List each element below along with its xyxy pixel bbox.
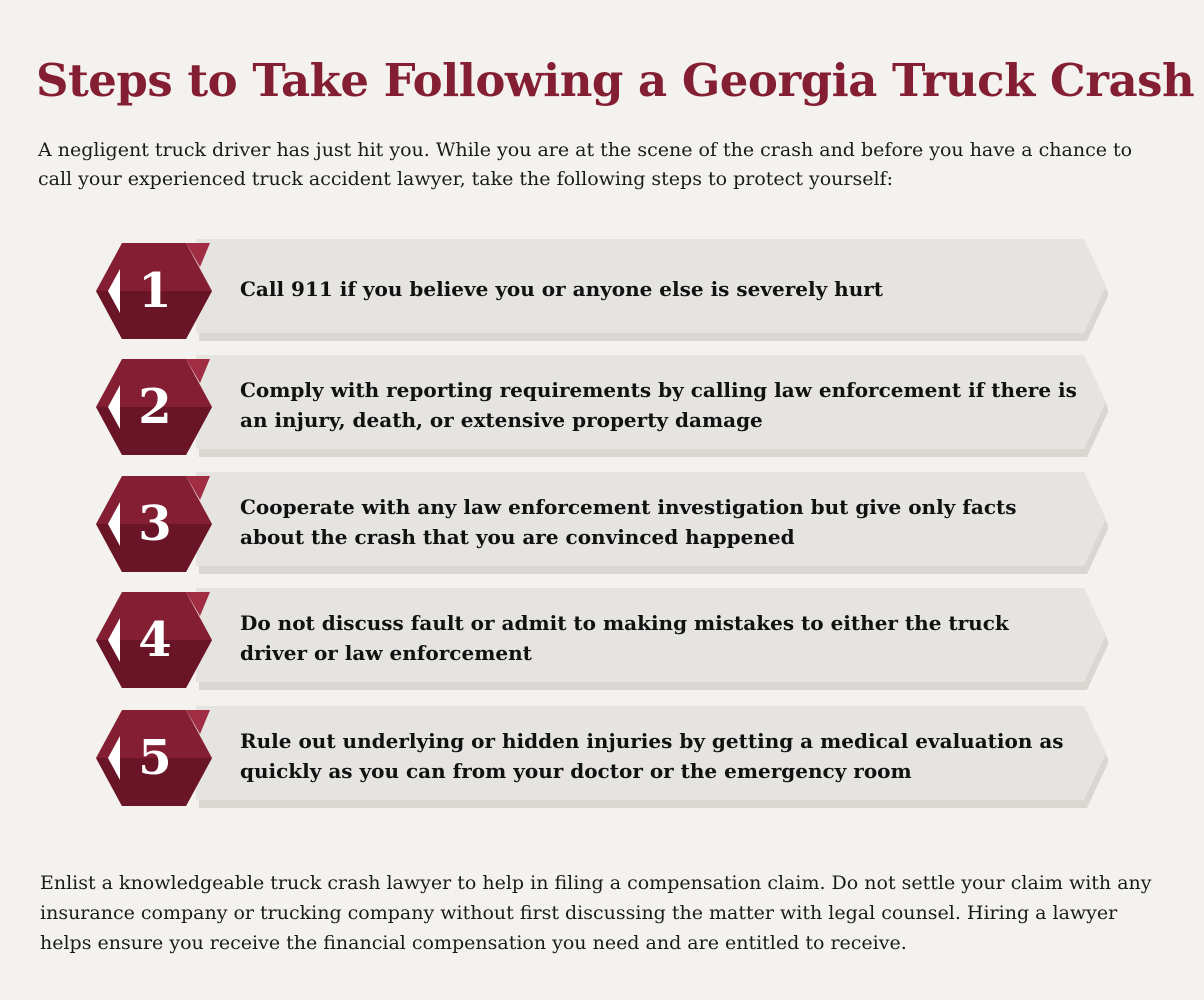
step-number: 3: [138, 496, 172, 552]
step-number: 2: [138, 379, 172, 435]
page-title: Steps to Take Following a Georgia Truck Crash: [36, 54, 1195, 107]
closing-paragraph: Enlist a knowledgeable truck crash lawyer to help in filing a compensation claim. Do not settle your claim with any insurance company or trucking company without first discussing the matter with legal counsel. Hiring a lawyer helps ensure you receive the financial compensation you need and are entitled to receive.: [40, 872, 1152, 954]
step-text: Call 911 if you believe you or anyone else is severely hurt: [240, 277, 884, 301]
step-text: Do not discuss fault or admit to making mistakes to either the truck driver or law enforcement: [240, 611, 1009, 665]
step-text: Rule out underlying or hidden injuries by getting a medical evaluation as quickly as you can from your doctor or the emergency room: [240, 729, 1064, 783]
step-5: [96, 706, 1108, 810]
step-number: 1: [138, 263, 172, 319]
step-number: 4: [138, 612, 172, 668]
step-3: [96, 472, 1108, 576]
step-4: [96, 588, 1108, 692]
step-text: Comply with reporting requirements by calling law enforcement if there is an injury, death, or extensive property damage: [240, 378, 1077, 432]
step-2: [96, 355, 1108, 459]
intro-paragraph: A negligent truck driver has just hit you. While you are at the scene of the crash and before you have a chance to call your experienced truck accident lawyer, take the following steps to protect yourself:: [38, 139, 1133, 190]
step-1: [96, 239, 1108, 343]
step-text: Cooperate with any law enforcement investigation but give only facts about the crash that you are convinced happened: [240, 495, 1017, 549]
step-number: 5: [138, 730, 172, 786]
